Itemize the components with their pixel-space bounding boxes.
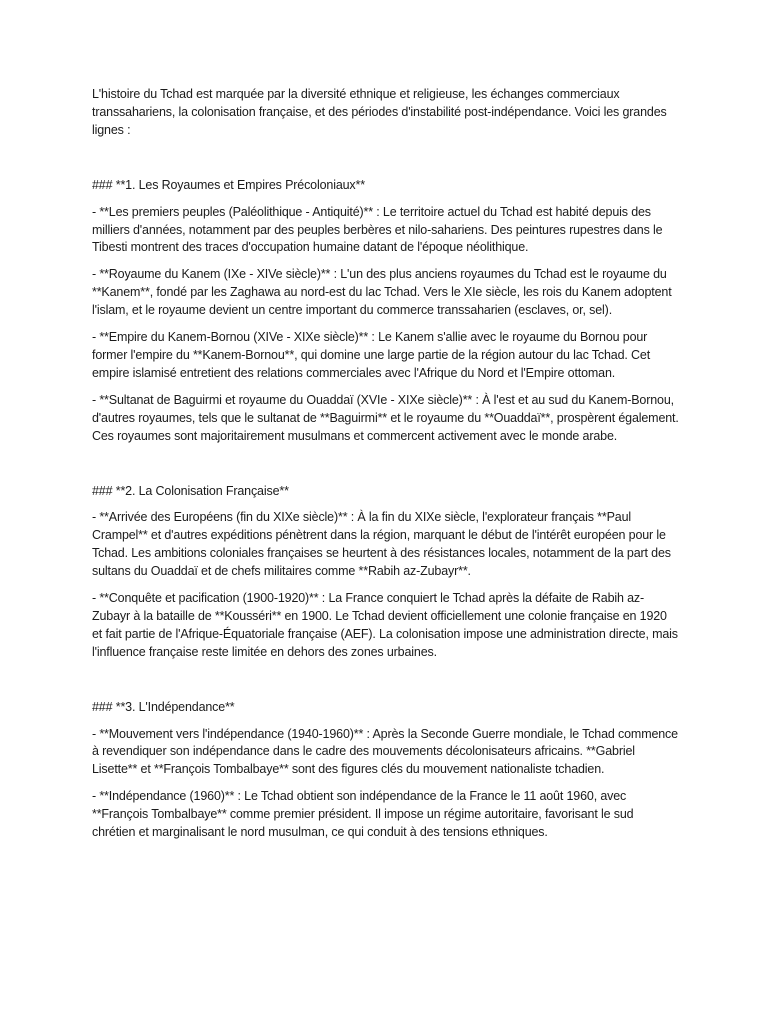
list-item: - **Mouvement vers l'indépendance (1940-1960)** : Après la Seconde Guerre mondiale, le Tchad commence à revendiquer son indépendance dans le cadre des mouvements décolonisateurs africains. **Gabriel Lisette** et **François Tombalbaye** sont des figures clés du mouvement nationaliste tchadien. <box>92 726 678 777</box>
section-colonisation <box>92 483 680 662</box>
list-item: - **Les premiers peuples (Paléolithique - Antiquité)** : Le territoire actuel du Tchad est habité depuis des milliers d'années, notamment par des peuples berbères et nilo-sahariens. Des peintures rupestres dans le Tibesti montrent des traces d'occupation humaine datant de l'époque néolithique. <box>92 204 663 255</box>
section-heading: ### **1. Les Royaumes et Empires Précoloniaux** <box>92 177 365 192</box>
section-precolonial <box>92 177 680 446</box>
section-independence <box>92 699 680 842</box>
section-heading: ### **2. La Colonisation Française** <box>92 483 289 498</box>
intro-paragraph: L'histoire du Tchad est marquée par la diversité ethnique et religieuse, les échanges commerciaux transsahariens, la colonisation française, et des périodes d'instabilité post-indépendance. Voici les grandes lignes : <box>92 87 667 137</box>
list-item: - **Royaume du Kanem (IXe - XIVe siècle)** : L'un des plus anciens royaumes du Tchad est le royaume du **Kanem**, fondé par les Zaghawa au nord-est du lac Tchad. Vers le XIe siècle, les rois du Kanem adoptent l'islam, et le royaume devient un centre important du commerce transsaharien (esclaves, or, sel). <box>92 267 672 318</box>
section-heading: ### **3. L'Indépendance** <box>92 699 235 714</box>
list-item: - **Empire du Kanem-Bornou (XIVe - XIXe siècle)** : Le Kanem s'allie avec le royaume du Bornou pour former l'empire du **Kanem-Bornou**, qui domine une large partie de la région autour du lac Tchad. Cet empire islamisé entretient des relations commerciales avec l'Afrique du Nord et l'Empire ottoman. <box>92 330 651 380</box>
document-page <box>92 86 680 842</box>
list-item: - **Indépendance (1960)** : Le Tchad obtient son indépendance de la France le 11 août 1960, avec **François Tombalbaye** comme premier président. Il impose un régime autoritaire, favorisant le sud chrétien et marginalisant le nord musulman, ce qui conduit à des tensions ethniques. <box>92 789 634 840</box>
list-item: - **Arrivée des Européens (fin du XIXe siècle)** : À la fin du XIXe siècle, l'explorateur français **Paul Crampel** et d'autres expéditions pénètrent dans la région, marquant le début de l'intérêt européen pour le Tchad. Les ambitions coloniales françaises se heurtent à des résistances locales, notamment de la part des sultans du Ouaddaï et de chefs militaires comme **Rabih az-Zubayr**. <box>92 510 671 579</box>
list-item: - **Sultanat de Baguirmi et royaume du Ouaddaï (XVIe - XIXe siècle)** : À l'est et au sud du Kanem-Bornou, d'autres royaumes, tels que le sultanat de **Baguirmi** et le royaume du **Ouaddaï**, prospèrent également. Ces royaumes sont majoritairement musulmans et commercent activement avec le monde arabe. <box>92 392 679 443</box>
list-item: - **Conquête et pacification (1900-1920)** : La France conquiert le Tchad après la défaite de Rabih az-Zubayr à la bataille de **Kousséri** en 1900. Le Tchad devient officiellement une colonie française en 1920 et fait partie de l'Afrique-Équatoriale française (AEF). La colonisation impose une administration directe, mais l'influence française reste limitée en dehors des zones urbaines. <box>92 591 678 659</box>
